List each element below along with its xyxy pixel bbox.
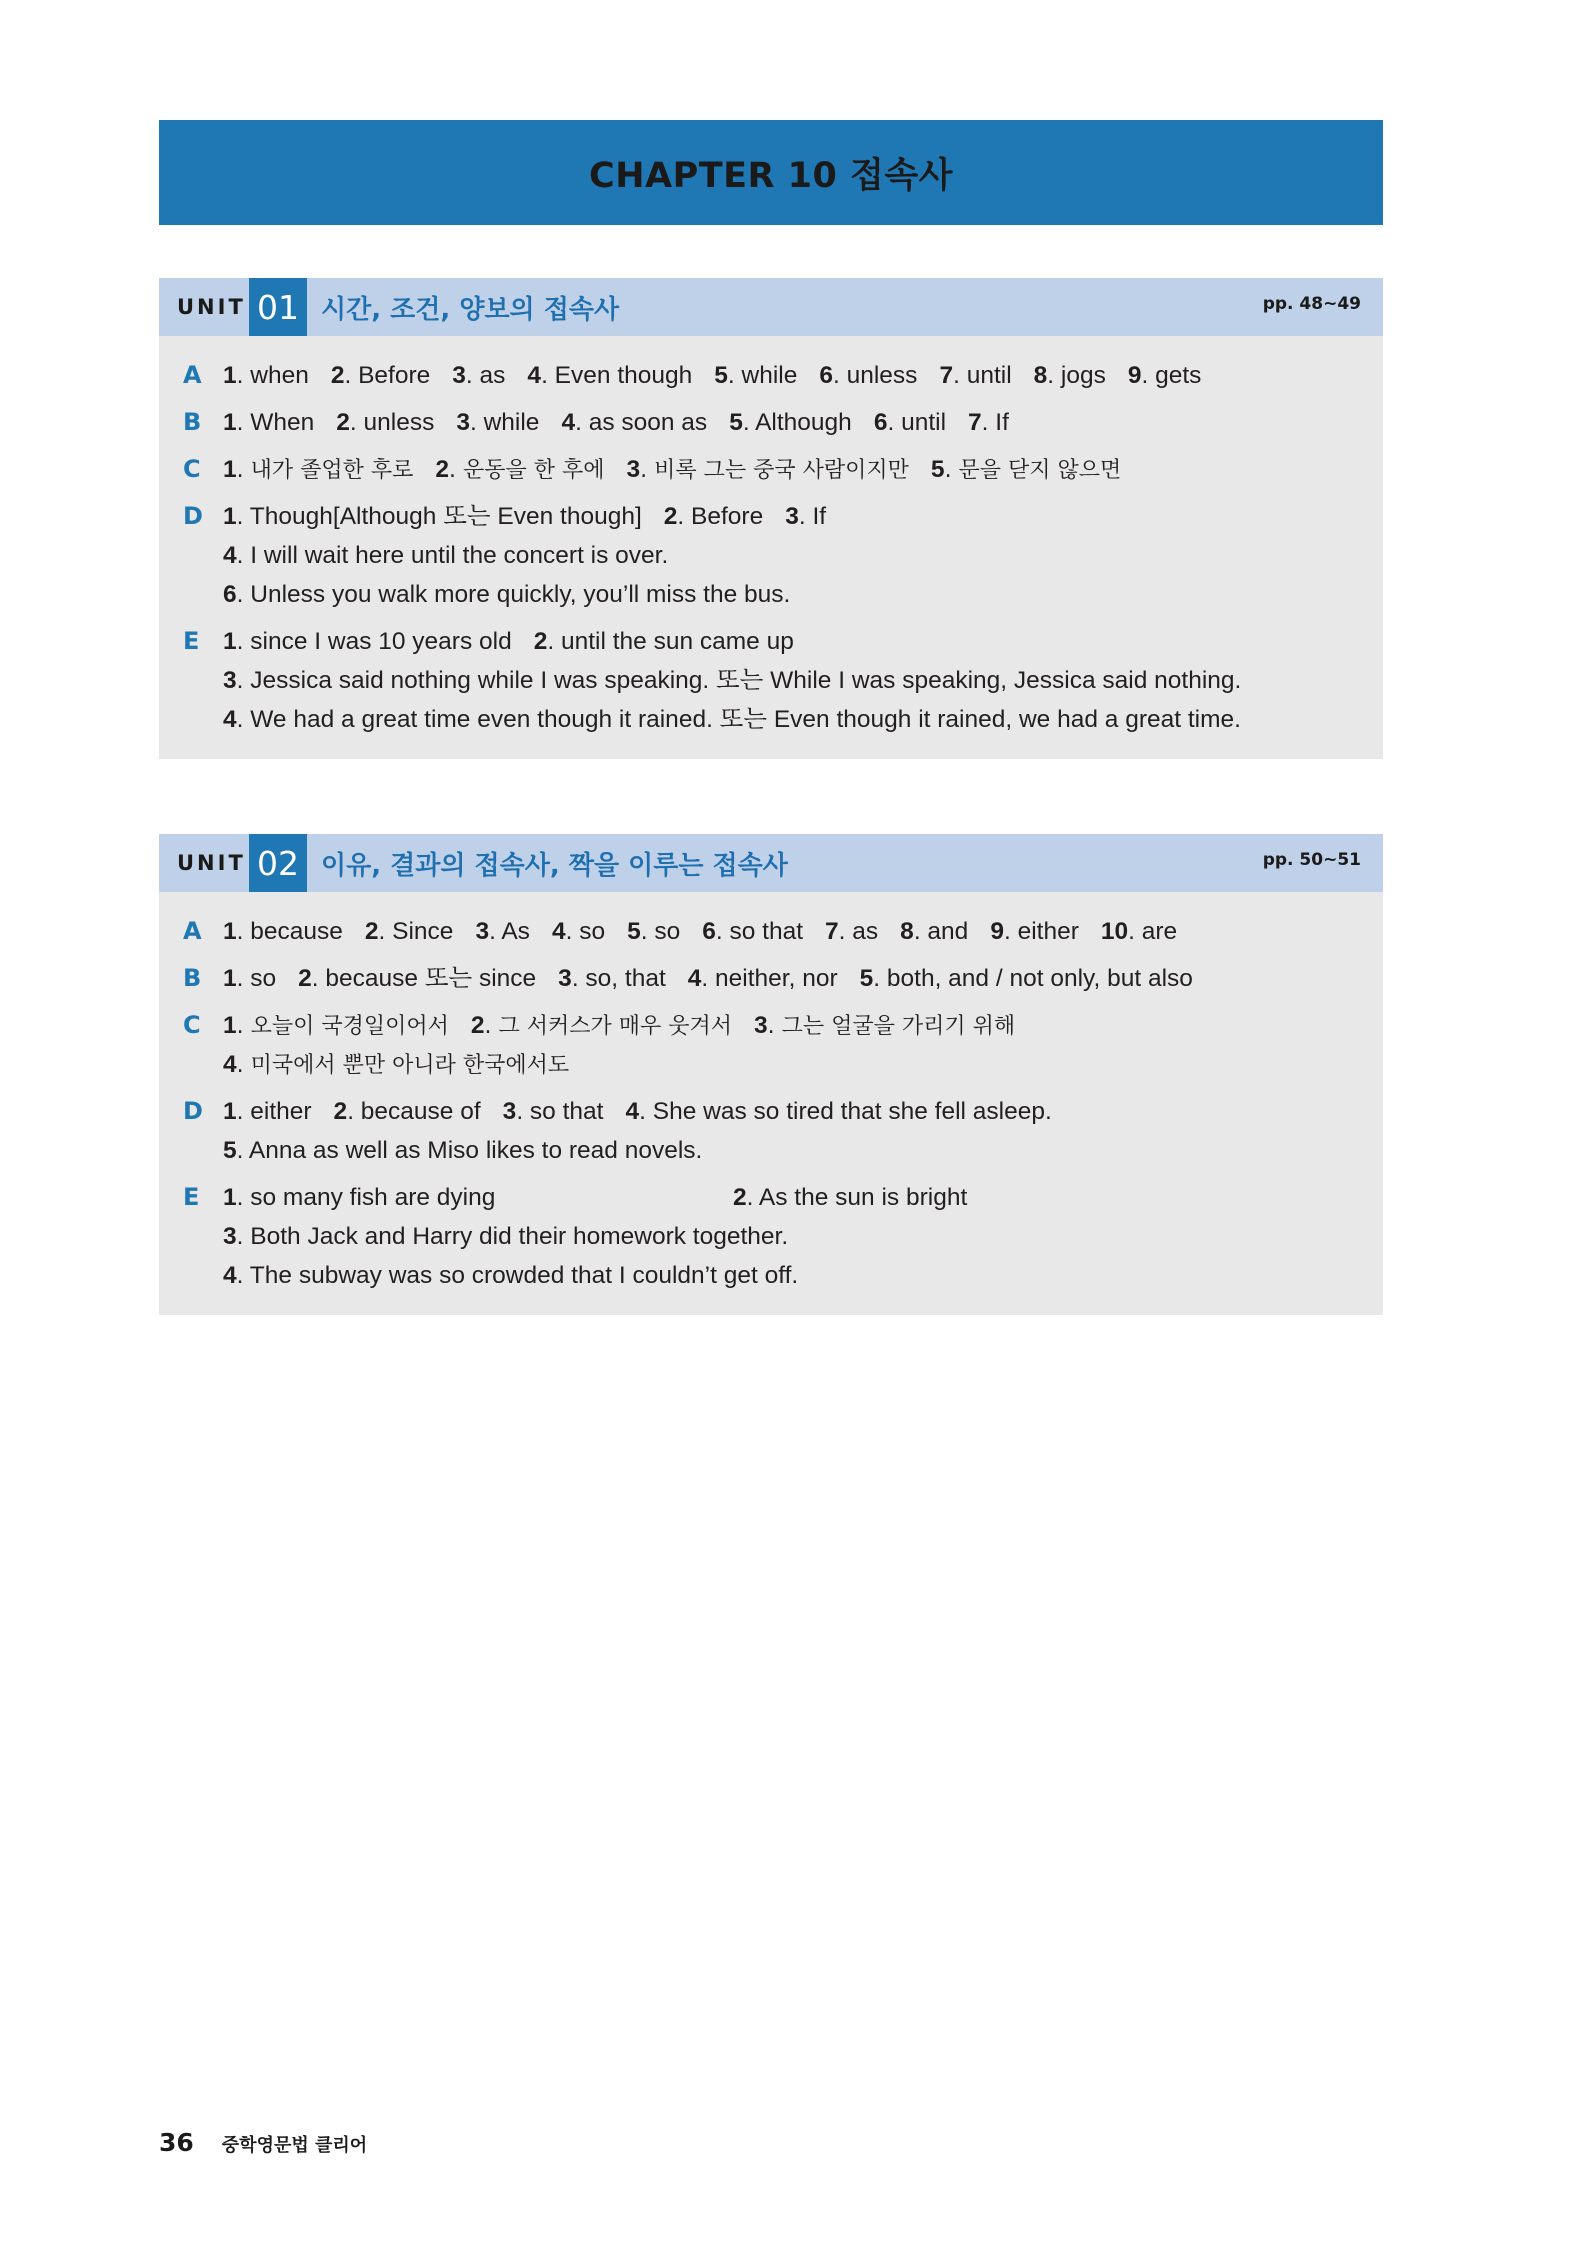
answer-text: . Unless you walk more quickly, you’ll miss the bus.: [236, 581, 791, 608]
answer-number: 5: [729, 409, 743, 436]
answer-item: [223, 912, 343, 951]
answer-text: . until: [887, 409, 947, 436]
answer-text: . We had a great time even though it rained. 또는 Even though it rained, we had a great time.: [236, 706, 1241, 733]
exercise-row: [159, 1092, 1383, 1170]
answer-text: . Though[Although 또는 Even though]: [236, 503, 642, 530]
exercise-letter: E: [183, 627, 200, 655]
unit-pages: pp. 48~49: [1262, 294, 1361, 314]
answer-number: 2: [364, 918, 379, 945]
answer-number: 1: [223, 1184, 237, 1211]
answer-line: [223, 1217, 1383, 1256]
answer-number: 4: [223, 706, 237, 733]
unit-label: UNIT: [177, 295, 246, 319]
unit-section: [159, 834, 1383, 1315]
answer-number: 4: [625, 1098, 640, 1125]
answer-item: [223, 700, 1241, 739]
unit-title: 시간, 조건, 양보의 접속사: [321, 294, 620, 325]
answer-number: 4: [223, 1262, 237, 1289]
answer-text: . When: [236, 409, 315, 436]
answer-number: 4: [551, 918, 566, 945]
exercise-letter: B: [183, 408, 202, 436]
exercise-row: [159, 959, 1383, 998]
answer-item: [223, 575, 790, 614]
answer-lines: [223, 497, 1383, 614]
answer-text: . neither, nor: [701, 965, 838, 992]
answer-line: [223, 912, 1383, 951]
answer-text: . As the sun is bright: [746, 1184, 968, 1211]
answer-text: . As: [489, 918, 530, 945]
answer-number: 1: [223, 918, 237, 945]
unit-title: 이유, 결과의 접속사, 짝을 이루는 접속사: [321, 850, 788, 881]
answer-text: . 내가 졸업한 후로: [236, 458, 414, 483]
answer-item: [223, 536, 668, 575]
answer-line: [223, 450, 1383, 489]
exercise-letter: C: [183, 1011, 201, 1039]
answer-number: 3: [558, 965, 572, 992]
answer-lines: [223, 450, 1383, 489]
answer-item: [223, 661, 1241, 700]
answer-line: [223, 1092, 1383, 1131]
unit-pages: pp. 50~51: [1262, 850, 1361, 870]
answer-item: [561, 403, 707, 442]
answer-item: [503, 1092, 604, 1131]
answer-number: 3: [456, 409, 470, 436]
answer-line: [223, 497, 1383, 536]
answer-text: . 문을 닫지 않으면: [944, 458, 1122, 483]
answer-number: 5: [859, 965, 874, 992]
answer-item: [825, 912, 878, 951]
answer-item: [223, 1256, 798, 1295]
answer-item: [365, 912, 454, 951]
answer-lines: [223, 1006, 1383, 1084]
answer-item: [627, 912, 680, 951]
answer-item: [435, 450, 604, 490]
answer-text: . Before: [344, 362, 431, 389]
chapter-banner: [159, 120, 1383, 225]
answer-text: . 그 서커스가 매우 웃겨서: [484, 1014, 733, 1039]
answer-number: 1: [223, 503, 237, 530]
answer-number: 5: [714, 362, 728, 389]
answer-item: [223, 356, 309, 395]
answer-number: 3: [785, 503, 799, 530]
answer-item: [471, 1006, 732, 1046]
answer-item: [552, 912, 605, 951]
answer-line: [223, 661, 1383, 700]
answer-text: . so that: [715, 918, 804, 945]
answer-item: [456, 403, 539, 442]
answer-number: 3: [502, 1098, 517, 1125]
answer-item: [990, 912, 1079, 951]
chapter-title: CHAPTER 10 접속사: [589, 155, 953, 196]
exercise-letter: D: [183, 1097, 203, 1125]
answer-text: . gets: [1141, 362, 1202, 389]
answer-item: [223, 1217, 788, 1256]
answer-item: [336, 403, 434, 442]
answer-number: 3: [754, 1012, 768, 1039]
answer-number: 3: [626, 456, 641, 483]
answer-lines: [223, 356, 1383, 395]
exercise-row: [159, 1178, 1383, 1295]
answer-text: . so many fish are dying: [236, 1184, 496, 1211]
answer-number: 1: [223, 362, 237, 389]
answer-text: . because: [236, 918, 343, 945]
answer-item: [729, 403, 852, 442]
answer-item: [900, 912, 968, 951]
answer-number: 6: [702, 918, 716, 945]
answer-number: 4: [561, 409, 576, 436]
answer-text: . as: [465, 362, 506, 389]
answer-item: [223, 1092, 312, 1131]
answer-item: [527, 356, 692, 395]
answer-item: [785, 497, 826, 536]
answer-item: [223, 403, 314, 442]
answer-text: . both, and / not only, but also: [873, 965, 1193, 992]
answer-item: [331, 356, 430, 395]
answer-item: [1034, 356, 1106, 395]
answer-text: . so: [236, 965, 277, 992]
answer-line: [223, 1006, 1383, 1045]
answer-text: . If: [798, 503, 827, 530]
answer-number: 1: [223, 1098, 237, 1125]
answer-number: 2: [330, 362, 345, 389]
answer-number: 4: [687, 965, 702, 992]
answer-item: [223, 959, 276, 998]
answer-text: . 오늘이 국경일이어서: [236, 1014, 449, 1039]
answer-line: [223, 959, 1383, 998]
unit-header: [159, 278, 1383, 336]
answer-number: 6: [873, 409, 888, 436]
answer-item: [754, 1006, 1015, 1046]
answer-item: [223, 622, 512, 661]
answer-text: . Both Jack and Harry did their homework together.: [236, 1223, 789, 1250]
answer-line: [223, 356, 1383, 395]
answer-text: . Although: [742, 409, 852, 436]
exercise-letter: B: [183, 964, 202, 992]
unit-number: 01: [249, 278, 307, 336]
answer-item: [475, 912, 530, 951]
exercise-letter: A: [183, 361, 202, 389]
answer-item: [223, 1045, 569, 1085]
unit-body: [159, 892, 1383, 1315]
answer-number: 5: [223, 1137, 237, 1164]
answer-line: [223, 700, 1383, 739]
answer-number: 2: [533, 628, 548, 655]
exercise-letter: A: [183, 917, 202, 945]
answer-text: . Before: [677, 503, 764, 530]
answer-item: [558, 959, 666, 998]
answer-text: . while: [727, 362, 798, 389]
answer-lines: [223, 403, 1383, 442]
exercise-letter: D: [183, 502, 203, 530]
answer-text: . unless: [833, 362, 918, 389]
answer-number: 6: [223, 581, 237, 608]
answer-number: 8: [1033, 362, 1048, 389]
answer-number: 2: [733, 1184, 747, 1211]
answer-lines: [223, 1178, 1383, 1295]
answer-item: [931, 450, 1121, 490]
answer-number: 3: [223, 667, 237, 694]
answer-text: . because 또는 since: [311, 965, 537, 992]
answer-lines: [223, 912, 1383, 951]
answer-item: [733, 1178, 967, 1217]
answer-item: [860, 959, 1193, 998]
exercise-row: [159, 912, 1383, 951]
answer-number: 9: [990, 918, 1004, 945]
answer-item: [625, 1092, 1051, 1131]
answer-text: . Anna as well as Miso likes to read novels.: [236, 1137, 703, 1164]
answer-text: . when: [236, 362, 309, 389]
page-number: 36: [159, 2128, 194, 2157]
answer-item: [819, 356, 917, 395]
answer-number: 10: [1100, 918, 1129, 945]
answer-number: 7: [939, 362, 954, 389]
answer-text: . and: [913, 918, 969, 945]
answer-text: . 운동을 한 후에: [449, 458, 605, 483]
answer-item: [874, 403, 946, 442]
answer-text: . The subway was so crowded that I couldn’t get off.: [236, 1262, 799, 1289]
answer-number: 4: [527, 362, 542, 389]
answer-text: . are: [1128, 918, 1178, 945]
exercise-row: [159, 1006, 1383, 1084]
answer-text: . Jessica said nothing while I was speaking. 또는 While I was speaking, Jessica said nothing.: [236, 667, 1242, 694]
answer-number: 2: [298, 965, 312, 992]
answer-lines: [223, 622, 1383, 739]
answer-line: [223, 1131, 1383, 1170]
answer-number: 1: [223, 628, 237, 655]
answer-number: 3: [223, 1223, 237, 1250]
answer-number: 1: [223, 409, 237, 436]
unit-body: [159, 336, 1383, 759]
answer-line: [223, 403, 1383, 442]
answer-line: [223, 1256, 1383, 1295]
answer-item: [298, 959, 536, 998]
book-title: 중학영문법 클리어: [221, 2135, 368, 2156]
answer-item: [968, 403, 1009, 442]
answer-item: [223, 497, 642, 536]
answer-number: 2: [470, 1012, 485, 1039]
answer-item: [534, 622, 794, 661]
answer-text: . If: [981, 409, 1009, 436]
answer-text: . so: [565, 918, 606, 945]
answer-text: . so, that: [571, 965, 666, 992]
answer-number: 8: [900, 918, 914, 945]
unit-label: UNIT: [177, 851, 246, 875]
answer-text: . 비록 그는 중국 사람이지만: [640, 458, 909, 483]
answer-number: 1: [223, 456, 237, 483]
answer-text: . until: [953, 362, 1012, 389]
answer-number: 4: [223, 1051, 237, 1078]
exercise-row: [159, 356, 1383, 395]
answer-line: [223, 536, 1383, 575]
answer-number: 7: [825, 918, 839, 945]
answer-item: [223, 1131, 702, 1170]
exercise-letter: E: [183, 1183, 200, 1211]
answer-item: [664, 497, 763, 536]
unit-header: [159, 834, 1383, 892]
answer-item: [452, 356, 505, 395]
answer-text: . since I was 10 years old: [236, 628, 512, 655]
answer-number: 3: [452, 362, 466, 389]
answer-text: . Even though: [541, 362, 693, 389]
answer-text: . either: [236, 1098, 312, 1125]
answer-item: [334, 1092, 481, 1131]
answer-text: . so that: [516, 1098, 604, 1125]
answer-text: . unless: [349, 409, 435, 436]
answer-item: [714, 356, 797, 395]
answer-text: . I will wait here until the concert is over.: [236, 542, 669, 569]
answer-number: 1: [223, 1012, 237, 1039]
answer-number: 7: [968, 409, 982, 436]
page-footer: [159, 2128, 367, 2157]
answer-item: [223, 1178, 495, 1217]
answer-text: . Since: [378, 918, 454, 945]
answer-text: . as: [838, 918, 879, 945]
exercise-letter: C: [183, 455, 201, 483]
answer-text: . as soon as: [575, 409, 708, 436]
answer-number: 2: [333, 1098, 348, 1125]
answer-number: 5: [930, 456, 945, 483]
answer-number: 4: [223, 542, 237, 569]
answer-item: [688, 959, 838, 998]
answer-text: . so: [640, 918, 681, 945]
answer-number: 2: [336, 409, 350, 436]
answer-text: . 그는 얼굴을 가리기 위해: [767, 1014, 1016, 1039]
answer-line: [223, 575, 1383, 614]
answer-item: [1128, 356, 1202, 395]
answer-number: 2: [435, 456, 450, 483]
answer-lines: [223, 959, 1383, 998]
exercise-row: [159, 450, 1383, 489]
answer-text: . She was so tired that she fell asleep.: [639, 1098, 1052, 1125]
answer-number: 2: [663, 503, 678, 530]
answer-line: [223, 1045, 1383, 1084]
answer-line: [223, 622, 1383, 661]
answer-text: . until the sun came up: [547, 628, 794, 655]
answer-text: . either: [1003, 918, 1079, 945]
exercise-row: [159, 622, 1383, 739]
answer-text: . while: [469, 409, 540, 436]
unit-section: [159, 278, 1383, 759]
answer-item: [627, 450, 909, 490]
answer-number: 5: [627, 918, 641, 945]
answer-number: 6: [819, 362, 833, 389]
answer-item: [223, 1006, 449, 1046]
answer-number: 9: [1127, 362, 1142, 389]
answer-item: [702, 912, 803, 951]
answer-text: . because of: [347, 1098, 481, 1125]
exercise-row: [159, 403, 1383, 442]
unit-number: 02: [249, 834, 307, 892]
exercise-row: [159, 497, 1383, 614]
answer-number: 1: [223, 965, 237, 992]
answer-item: [939, 356, 1011, 395]
answer-item: [223, 450, 413, 490]
answer-number: 3: [475, 918, 490, 945]
answer-text: . jogs: [1047, 362, 1106, 389]
answer-text: . 미국에서 뿐만 아니라 한국에서도: [236, 1053, 570, 1078]
answer-lines: [223, 1092, 1383, 1170]
answer-line: [223, 1178, 1383, 1217]
answer-item: [1101, 912, 1177, 951]
